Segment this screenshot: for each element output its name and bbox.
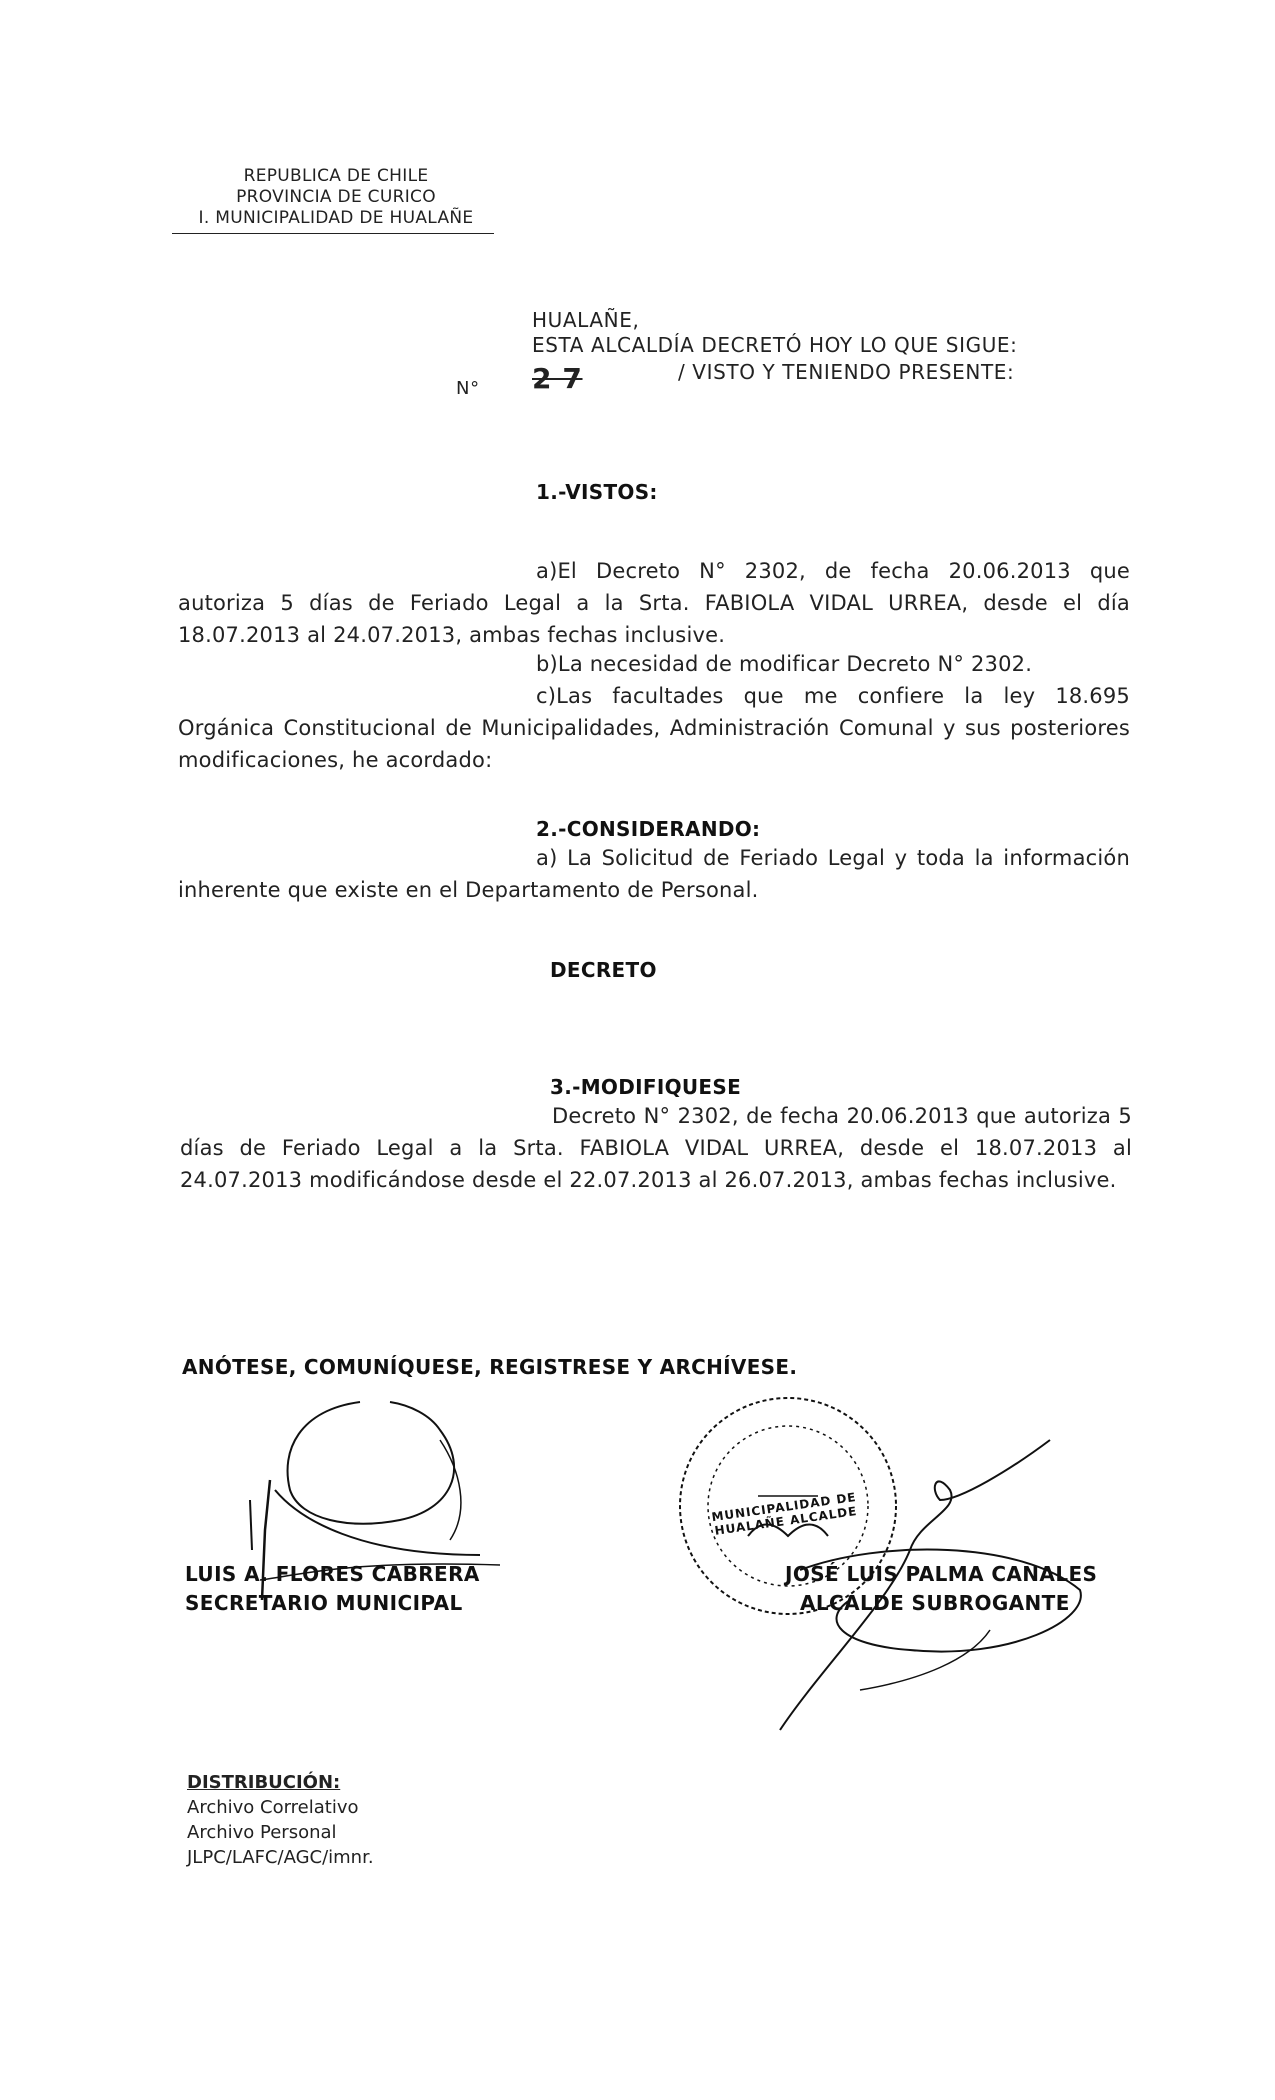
intro-decree-number: 2 7 (532, 362, 583, 395)
vistos-paragraph-c (178, 680, 1130, 776)
intro-decree-line: ESTA ALCALDÍA DECRETÓ HOY LO QUE SIGUE: (532, 333, 1018, 357)
header-province: PROVINCIA DE CURICO (236, 187, 436, 207)
considerando-title: 2.-CONSIDERANDO: (536, 817, 761, 841)
vistos-title: 1.-VISTOS: (536, 480, 658, 504)
considerando-a-text: a) La Solicitud de Feriado Legal y toda la información inherente que existe en el Departamento de Personal. (178, 846, 1130, 902)
distribution-title: DISTRIBUCIÓN: (187, 1772, 341, 1793)
modifiquese-text: Decreto N° 2302, de fecha 20.06.2013 que autoriza 5 días de Feriado Legal a la Srta. FABIOLA VIDAL URREA, desde el 18.07.2013 al 24.07.2013 modificándose desde el 22.07.2013 al 26.07.2013, ambas fechas inclusive. (180, 1104, 1132, 1192)
left-signatory-name: LUIS A. FLORES CABRERA (185, 1562, 480, 1586)
distribution-item-3: JLPC/LAFC/AGC/imnr. (187, 1847, 374, 1868)
decreto-title: DECRETO (550, 958, 657, 982)
closing-line: ANÓTESE, COMUNÍQUESE, REGISTRESE Y ARCHÍVESE. (182, 1355, 798, 1379)
intro-visto-line: / VISTO Y TENIENDO PRESENTE: (678, 360, 1015, 384)
distribution-item-1: Archivo Correlativo (187, 1797, 359, 1818)
distribution-item-2: Archivo Personal (187, 1822, 337, 1843)
intro-number-prefix: N° (456, 378, 480, 399)
vistos-paragraph-a (178, 555, 1130, 651)
vistos-a-text: a)El Decreto N° 2302, de fecha 20.06.2013 que autoriza 5 días de Feriado Legal a la Srta. FABIOLA VIDAL URREA, desde el día 18.07.2013 al 24.07.2013, ambas fechas inclusive. (178, 559, 1130, 647)
header-underline (172, 233, 494, 234)
header-municipality: I. MUNICIPALIDAD DE HUALAÑE (198, 208, 474, 228)
intro-place: HUALAÑE, (532, 308, 640, 332)
vistos-c-text: c)Las facultades que me confiere la ley 18.695 Orgánica Constitucional de Municipalidades, Administración Comunal y sus posteriores modificaciones, he acordado: (178, 684, 1130, 772)
distribution-block (187, 1770, 374, 1870)
right-signatory-name: JOSÉ LUIS PALMA CANALES (785, 1562, 1098, 1586)
vistos-paragraph-b (536, 648, 1130, 680)
left-signatory-title: SECRETARIO MUNICIPAL (185, 1591, 463, 1615)
modifiquese-paragraph (180, 1100, 1132, 1196)
considerando-paragraph-a (178, 842, 1130, 906)
vistos-b-text: b)La necesidad de modificar Decreto N° 2302. (536, 652, 1033, 676)
stamp-legend: MUNICIPALIDAD DE HUALAÑE ALCALDE (710, 1489, 859, 1538)
header-republic: REPUBLICA DE CHILE (243, 166, 429, 186)
modifiquese-title: 3.-MODIFIQUESE (550, 1075, 742, 1099)
right-signatory-title: ALCALDE SUBROGANTE (800, 1591, 1070, 1615)
header-block (172, 166, 500, 229)
